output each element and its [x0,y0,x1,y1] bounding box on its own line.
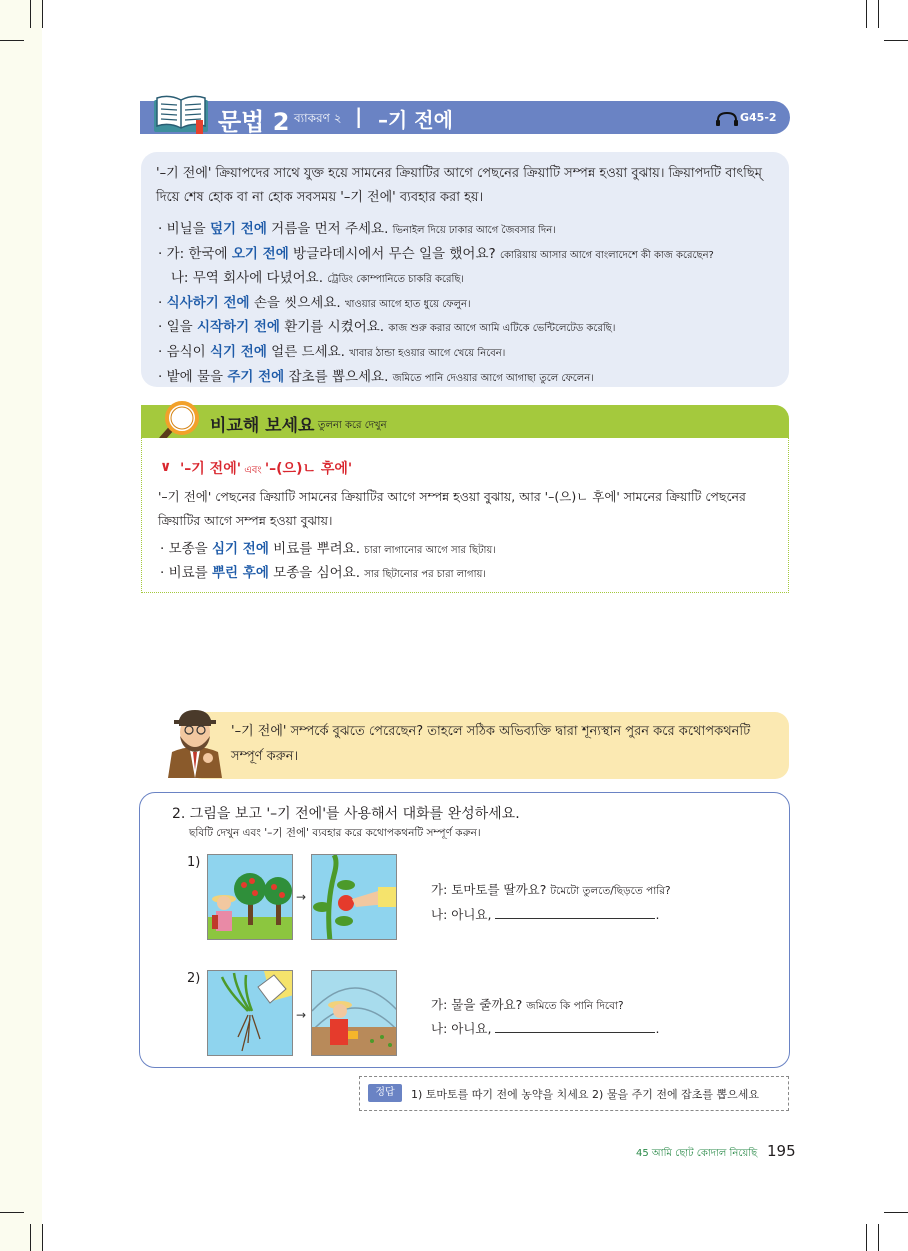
crop-mark [866,1224,867,1251]
dialogue-answer: 나: 아니요, . [431,907,660,922]
crop-mark [878,1224,879,1251]
dialogue-question: 가: 토마토를 딸까요? টমেটো তুলতে/ছিড়তে পারি? [431,882,671,897]
example-list [158,218,778,390]
list-item: 나: 무역 회사에 다녔어요. ট্রেডিং কোম্পানিতে চাকরি করেছি। [158,270,464,287]
crop-mark [0,1212,24,1213]
list-item: · 가: 한국에 오기 전에 방글라데시에서 무슨 일을 했어요? কোরিয়ায় আসার আগে বাংলাদেশে কী কাজ করেছেন? [158,245,714,262]
crop-mark [866,0,867,28]
tomato-picking-illustration [311,854,397,940]
weed-pulling-illustration [207,970,293,1056]
page-spine [0,0,42,1251]
check-icon: ∨ [160,459,172,475]
crop-mark [30,1224,31,1251]
magnifier-icon [158,400,202,442]
list-item: · 일을 시작하기 전에 환기를 시켰어요. কাজ শুরু করার আগে আমি এটিকে ভেন্টিলেটেড করেছি। [158,319,616,336]
audio-track-code: G45-2 [740,111,777,124]
list-item: · 비닐을 덮기 전에 거름을 먼저 주세요. ভিনাইল দিয়ে ঢাকার আগে জৈবসার দিন। [158,221,556,237]
dialogue-answer: 나: 아니요, . [431,1021,660,1036]
answer-blank[interactable] [495,905,655,919]
page-number: 195 [767,1142,796,1160]
arrow-icon: → [296,1008,307,1022]
compare-example-list [160,538,496,586]
list-item: · 비료를 뿌린 후에 모종을 심어요. সার ছিটানোর পর চারা লাগায়। [160,565,486,581]
exercise-subtitle: ছবিটি দেখুন এবং '–기 전에' ব্যবহার করে কথোপকথনটি সম্পূর্ণ করুন। [189,827,481,839]
headphones-icon[interactable] [716,112,738,126]
crop-mark [884,1212,908,1213]
crop-mark [884,40,908,41]
chapter-label: 45 আমি ছোট কোদাল নিয়েছি [636,1148,758,1159]
teacher-illustration [164,706,226,778]
compare-subtitle: '–기 전에' এবং '–(으)ㄴ 후에' [180,461,353,477]
book-icon [152,94,210,134]
list-item: · 음식이 식기 전에 얼른 드세요. খাবার ঠান্ডা হওয়ার আগে খেয়ে নিবেন। [158,343,506,360]
crop-mark [878,0,879,28]
exercise-title: 2. 그림을 보고 '–기 전에'를 사용해서 대화를 완성하세요. [172,806,520,822]
compare-title: 비교해 보세요 [210,416,315,436]
grammar-title: –기 전에 [378,108,453,132]
explanation-text: '–기 전에' ক্রিয়াপদের সাথে যুক্ত হয়ে সামনের ক্রিয়াটির আগে পেছনের ক্রিয়াটি সম্পন্ন হওয়া বুঝায়। ক্রিয়াপদটি বাৎছিম্ দিয়ে শেষ হোক বা না হোক সবসময় '–기 전에' ব্যবহার করা হয়। [156,166,762,205]
prompt-text: '–기 전에' সম্পর্কে বুঝতে পেরেছেন? তাহলে সঠিক অভিব্যক্তি দ্বারা শূন্যস্থান পুরন করে কথোপকথনটি সম্পূর্ণ করুন। [231,724,751,764]
compare-text: '–기 전에' পেছনের ক্রিয়াটি সামনের ক্রিয়াটির আগে সম্পন্ন হওয়া বুঝায়, আর '–(으)ㄴ 후에' সামনের ক্রিয়াটি পেছনের ক্রিয়াটির আগে সম্পন্ন হওয়া বুঝায়। [158,489,746,528]
crop-mark [0,40,24,41]
header-separator: | [355,104,363,128]
watering-illustration [311,970,397,1056]
grammar-label-bengali: ব্যাকরণ ২ [294,111,342,125]
exercise-number: 2) [187,971,201,986]
tomato-farm-illustration [207,854,293,940]
list-item: · 모종을 심기 전에 비료를 뿌려요. চারা লাগানোর আগে সার ছিটায়। [160,541,496,557]
answer-key-text: 1) 토마토를 따기 전에 농약을 치세요 2) 물을 주기 전에 잡초를 뽑으세요 [411,1088,759,1101]
crop-mark [42,1224,43,1251]
compare-title-bengali: তুলনা করে দেখুন [318,420,387,431]
answer-blank[interactable] [495,1019,655,1033]
list-item: · 식사하기 전에 손을 씻으세요. খাওয়ার আগে হাত ধুয়ে ফেলুন। [158,294,471,311]
crop-mark [42,0,43,28]
list-item: · 밭에 물을 주기 전에 잡초를 뽑으세요. জমিতে পানি দেওয়ার আগে আগাছা তুলে ফেলেন। [158,368,594,385]
grammar-label: 문법 2 [218,108,290,136]
answer-tag: 정답 [368,1084,402,1102]
crop-mark [30,0,31,28]
exercise-number: 1) [187,855,201,870]
arrow-icon: → [296,890,307,904]
dialogue-question: 가: 물을 줄까요? জমিতে কি পানি দিবো? [431,997,624,1012]
